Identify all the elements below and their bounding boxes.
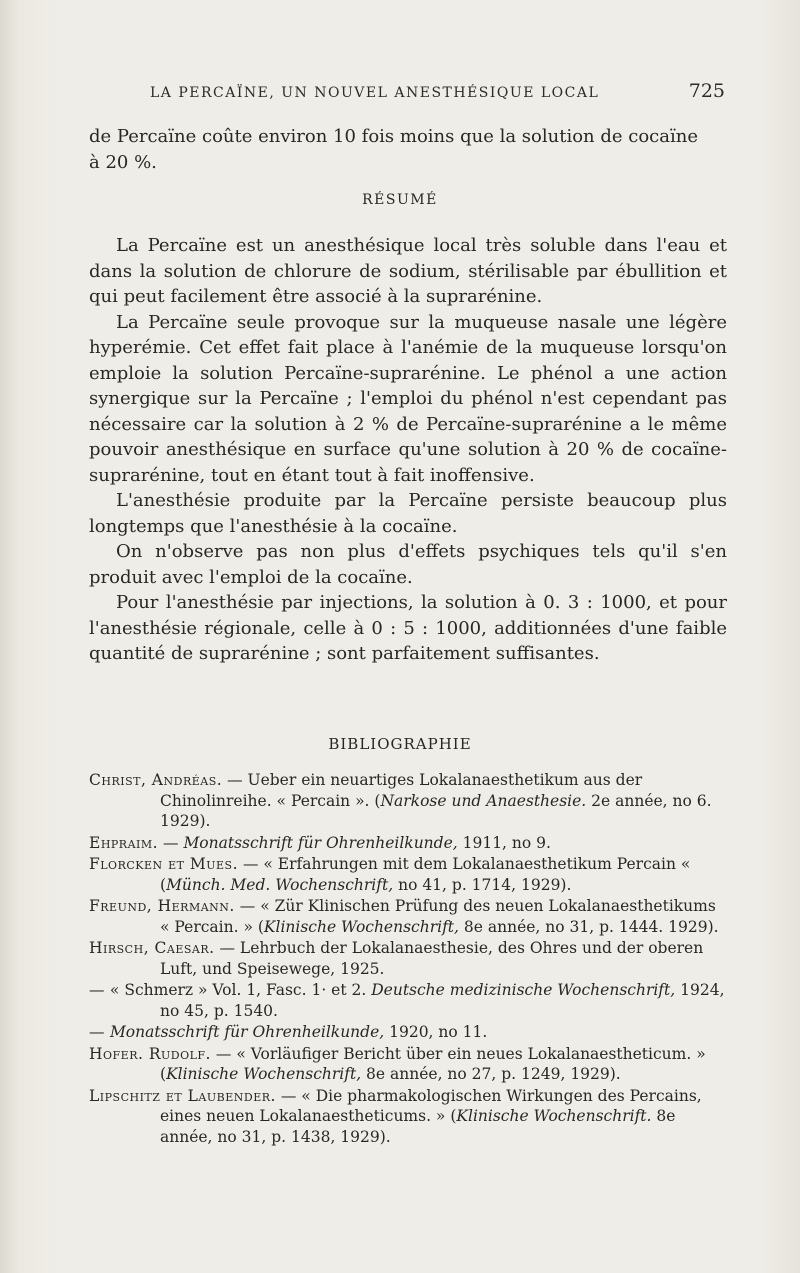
ref-details: 1920, no 11. — [384, 1023, 488, 1041]
bibliography-entry — [89, 1022, 729, 1043]
page-number: 725 — [688, 80, 725, 102]
ref-journal: Klinische Wochenschrift, — [166, 1065, 362, 1083]
bibliography-entry — [89, 854, 729, 895]
bibliography-entry — [89, 1086, 729, 1148]
ref-details: 2e année, no 6. 1929). — [160, 791, 712, 830]
resume-paragraph-2: La Percaïne seule provoque sur la muqueuse nasale une légère hyperémie. Cet effet fait place à l'anémie de la muqueuse lorsqu'on emploie la solution Percaïne-suprarénine. Le phénol a une action synergique sur la Percaïne ; l'emploi du phénol n'est cependant pas nécessaire car la solution à 2 % de Percaïne-suprarénine a le même pouvoir anesthésique en surface qu'une solution à 20 % de cocaïne-suprarénine, tout en étant tout à fait inoffensive. — [89, 311, 727, 486]
ref-author: Hofer. Rudolf. — [89, 1044, 211, 1063]
intro-line-2: à 20 %. — [89, 151, 157, 173]
bibliography-list — [89, 770, 729, 1148]
ref-journal: Monatsschrift für Ohrenheilkunde, — [109, 1023, 385, 1041]
ref-details: 8e année, no 31, p. 1444. 1929). — [458, 917, 719, 936]
intro-paragraph — [89, 124, 727, 175]
resume-paragraph-4: On n'observe pas non plus d'effets psychiques tels qu'il s'en produit avec l'emploi de la cocaïne. — [89, 541, 727, 588]
ref-text: — « Die pharmakologischen Wirkungen des Percains, eines neuen Lokalanaestheticums. » ( — [160, 1086, 702, 1125]
ref-author: Florcken et Mues. — [89, 855, 239, 873]
ref-text: — Lehrbuch der Lokalanaesthesie, des Ohres und der oberen Luft, und Speisewege, 1925. — [160, 939, 704, 978]
ref-journal: Münch. Med. Wochenschrift, — [166, 875, 394, 894]
resume-paragraph-3: L'anesthésie produite par la Percaïne persiste beaucoup plus longtemps que l'anesthésie à la cocaïne. — [89, 490, 727, 537]
ref-text: — « Erfahrungen mit dem Lokalanaesthetikum Percain « ( — [160, 855, 691, 894]
bibliography-heading: BIBLIOGRAPHIE — [328, 735, 472, 753]
ref-text: — — [158, 833, 184, 852]
header-title: LA PERCAÏNE, UN NOUVEL ANESTHÉSIQUE LOCAL — [150, 85, 600, 101]
resume-paragraph-5: Pour l'anesthésie par injections, la solution à 0. 3 : 1000, et pour l'anesthésie régionale, celle à 0 : 5 : 1000, additionnées d'une faible quantité de suprarénine ; sont parfaitement suffisantes. — [89, 592, 727, 664]
ref-author: — — [89, 1023, 105, 1041]
resume-heading: RÉSUMÉ — [362, 192, 438, 208]
ref-author: — — [89, 981, 105, 999]
ref-journal: Monatsschrift für Ohrenheilkunde, — [183, 833, 458, 852]
bibliography-entry — [89, 896, 729, 937]
ref-details: 8e année, no 31, p. 1438, 1929). — [160, 1107, 676, 1146]
ref-journal: Narkose und Anaesthesie. — [380, 791, 587, 810]
ref-author: Freund, Hermann. — [89, 897, 235, 915]
resume-body — [89, 233, 727, 667]
bibliography-entry — [89, 1044, 729, 1085]
bibliography-entry — [89, 770, 729, 832]
resume-paragraph-1: La Percaïne est un anesthésique local très soluble dans l'eau et dans la solution de chlorure de sodium, stérilisable par ébullition et qui peut facilement être associé à la suprarénine. — [89, 235, 727, 307]
ref-author: Hirsch, Caesar. — [89, 939, 215, 957]
ref-text: « Schmerz » Vol. 1, Fasc. 1· et 2. — [105, 981, 372, 999]
ref-text: — Ueber ein neuartiges Lokalanaesthetikum aus der Chinolinreihe. « Percain ». ( — [160, 771, 643, 810]
bibliography-entry — [89, 833, 729, 854]
ref-journal: Deutsche medizinische Wochenschrift, — [371, 981, 676, 999]
ref-text: — « Vorläufiger Bericht über ein neues Lokalanaestheticum. » ( — [160, 1044, 706, 1083]
running-header — [150, 80, 725, 102]
ref-text: — « Zür Klinischen Prüfung des neuen Lokalanaesthetikums « Percain. » ( — [160, 897, 716, 936]
ref-journal: Klinische Wochenschrift, — [263, 917, 459, 936]
ref-author: Christ, Andréas. — [89, 771, 223, 789]
ref-journal: Klinische Wochenschrift. — [456, 1107, 652, 1125]
bibliography-entry — [89, 938, 729, 979]
ref-details: 1924, no 45, p. 1540. — [160, 981, 725, 1020]
bibliography-entry — [89, 980, 729, 1021]
ref-details: no 41, p. 1714, 1929). — [393, 875, 572, 894]
ref-author: Ehpraim. — [89, 833, 159, 852]
ref-author: Lipschitz et Laubender. — [89, 1086, 276, 1105]
intro-line-1: de Percaïne coûte environ 10 fois moins que la solution de cocaïne — [89, 126, 698, 147]
ref-details: 1911, no 9. — [457, 833, 551, 852]
ref-details: 8e année, no 27, p. 1249, 1929). — [361, 1065, 621, 1083]
